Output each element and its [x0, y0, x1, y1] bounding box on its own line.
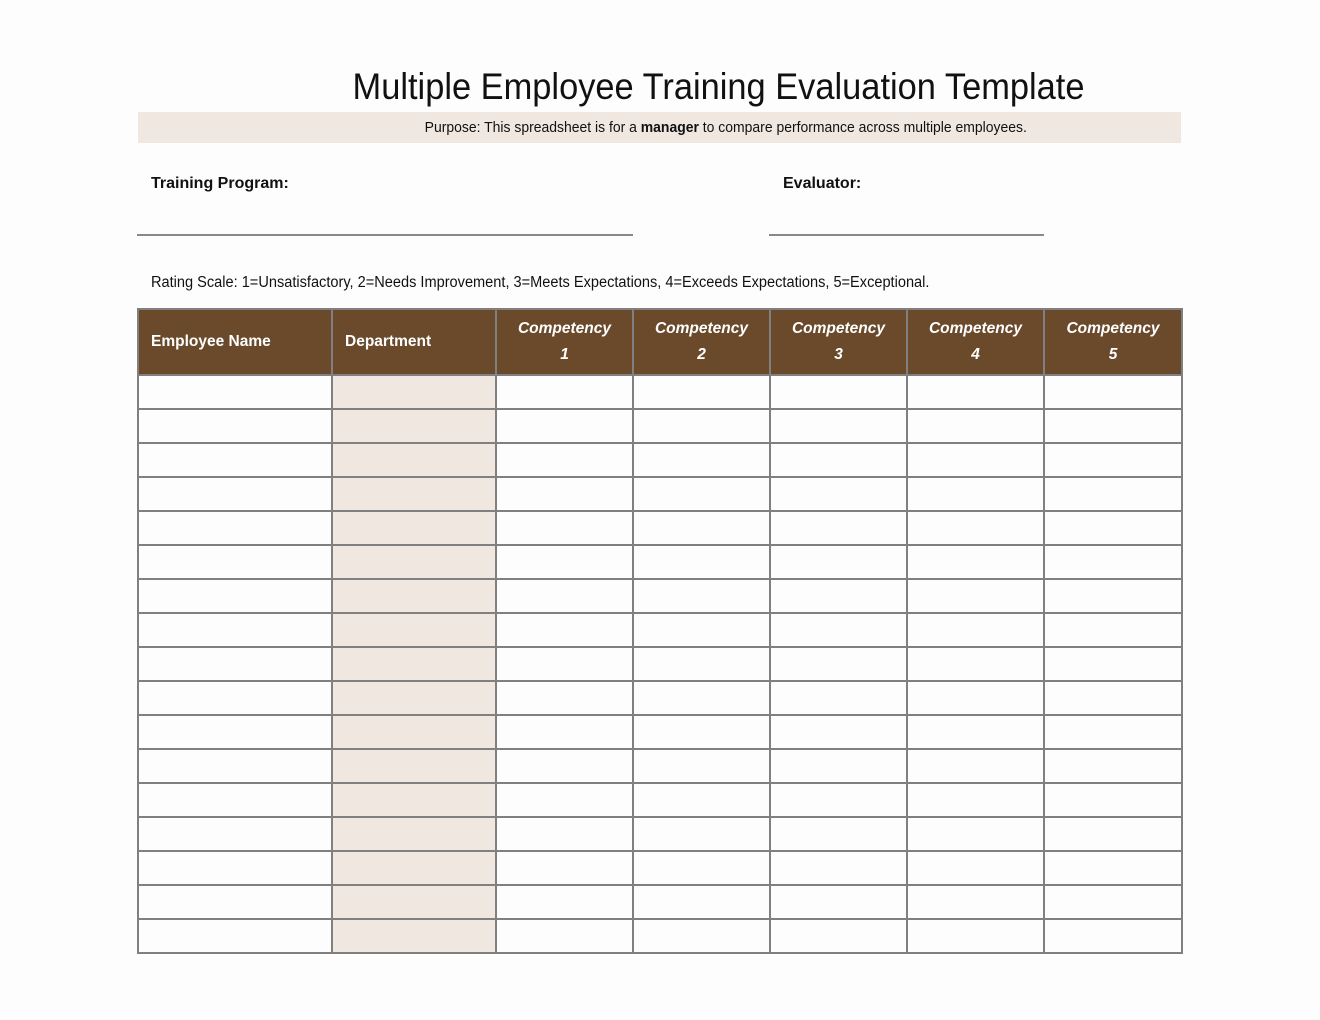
department-cell[interactable] — [332, 477, 496, 511]
competency-4-cell[interactable] — [907, 477, 1044, 511]
competency-1-cell[interactable] — [496, 511, 633, 545]
competency-2-cell[interactable] — [633, 375, 770, 409]
competency-1-cell[interactable] — [496, 409, 633, 443]
competency-5-cell[interactable] — [1044, 749, 1182, 783]
department-cell[interactable] — [332, 511, 496, 545]
competency-3-cell[interactable] — [770, 817, 907, 851]
department-cell[interactable] — [332, 613, 496, 647]
competency-3-cell[interactable] — [770, 477, 907, 511]
competency-1-cell[interactable] — [496, 851, 633, 885]
competency-1-cell[interactable] — [496, 443, 633, 477]
header-department: Department — [332, 309, 496, 375]
table-row — [138, 749, 1182, 783]
competency-1-cell[interactable] — [496, 817, 633, 851]
employee-name-cell[interactable] — [138, 749, 332, 783]
competency-3-cell[interactable] — [770, 681, 907, 715]
employee-name-cell[interactable] — [138, 545, 332, 579]
header-employee-name: Employee Name — [138, 309, 332, 375]
competency-4-cell[interactable] — [907, 681, 1044, 715]
department-cell[interactable] — [332, 681, 496, 715]
competency-4-cell[interactable] — [907, 545, 1044, 579]
competency-3-cell[interactable] — [770, 919, 907, 953]
competency-2-cell[interactable] — [633, 749, 770, 783]
competency-3-cell[interactable] — [770, 443, 907, 477]
competency-3-cell[interactable] — [770, 375, 907, 409]
evaluator-field[interactable] — [769, 234, 1044, 236]
competency-5-cell[interactable] — [1044, 613, 1182, 647]
competency-3-cell[interactable] — [770, 409, 907, 443]
employee-name-cell[interactable] — [138, 851, 332, 885]
table-header-row — [138, 309, 1182, 375]
competency-5-cell[interactable] — [1044, 715, 1182, 749]
employee-name-cell[interactable] — [138, 613, 332, 647]
header-competency-2: Competency 2 — [633, 309, 770, 375]
table-row — [138, 783, 1182, 817]
competency-5-cell[interactable] — [1044, 579, 1182, 613]
competency-4-cell[interactable] — [907, 443, 1044, 477]
competency-1-cell[interactable] — [496, 919, 633, 953]
header-competency-3: Competency 3 — [770, 309, 907, 375]
purpose-suffix: to compare performance across multiple employees. — [699, 119, 1028, 136]
purpose-prefix: Purpose: This spreadsheet is for a — [424, 119, 641, 136]
competency-4-cell[interactable] — [907, 783, 1044, 817]
competency-1-cell[interactable] — [496, 545, 633, 579]
competency-2-cell[interactable] — [633, 613, 770, 647]
competency-5-cell[interactable] — [1044, 409, 1182, 443]
competency-2-cell[interactable] — [633, 579, 770, 613]
department-cell[interactable] — [332, 715, 496, 749]
employee-name-cell[interactable] — [138, 375, 332, 409]
rating-scale-note: Rating Scale: 1=Unsatisfactory, 2=Needs Improvement, 3=Meets Expectations, 4=Exceeds Expectations, 5=Exceptional. — [151, 274, 930, 291]
competency-4-cell[interactable] — [907, 613, 1044, 647]
competency-4-cell[interactable] — [907, 749, 1044, 783]
competency-5-cell[interactable] — [1044, 885, 1182, 919]
competency-2-cell[interactable] — [633, 715, 770, 749]
department-cell[interactable] — [332, 783, 496, 817]
competency-5-cell[interactable] — [1044, 817, 1182, 851]
competency-1-cell[interactable] — [496, 749, 633, 783]
competency-2-cell[interactable] — [633, 885, 770, 919]
competency-4-cell[interactable] — [907, 647, 1044, 681]
competency-5-cell[interactable] — [1044, 375, 1182, 409]
competency-1-cell[interactable] — [496, 885, 633, 919]
competency-4-cell[interactable] — [907, 851, 1044, 885]
competency-4-cell[interactable] — [907, 579, 1044, 613]
table-row — [138, 613, 1182, 647]
page-title: Multiple Employee Training Evaluation Template — [352, 66, 1085, 107]
table-row — [138, 579, 1182, 613]
competency-5-cell[interactable] — [1044, 681, 1182, 715]
employee-name-cell[interactable] — [138, 579, 332, 613]
competency-4-cell[interactable] — [907, 817, 1044, 851]
table-row — [138, 715, 1182, 749]
competency-5-cell[interactable] — [1044, 647, 1182, 681]
competency-2-cell[interactable] — [633, 851, 770, 885]
competency-1-cell[interactable] — [496, 579, 633, 613]
competency-2-cell[interactable] — [633, 477, 770, 511]
department-cell[interactable] — [332, 409, 496, 443]
competency-2-cell[interactable] — [633, 919, 770, 953]
header-competency-4: Competency 4 — [907, 309, 1044, 375]
purpose-banner — [138, 112, 1181, 143]
competency-4-cell[interactable] — [907, 409, 1044, 443]
competency-5-cell[interactable] — [1044, 545, 1182, 579]
competency-5-cell[interactable] — [1044, 851, 1182, 885]
competency-2-cell[interactable] — [633, 817, 770, 851]
competency-2-cell[interactable] — [633, 545, 770, 579]
employee-name-cell[interactable] — [138, 647, 332, 681]
evaluation-table — [137, 308, 1183, 954]
employee-name-cell[interactable] — [138, 409, 332, 443]
training-program-label: Training Program: — [151, 175, 289, 192]
employee-name-cell[interactable] — [138, 919, 332, 953]
competency-3-cell[interactable] — [770, 647, 907, 681]
competency-5-cell[interactable] — [1044, 783, 1182, 817]
header-competency-5: Competency 5 — [1044, 309, 1182, 375]
competency-5-cell[interactable] — [1044, 919, 1182, 953]
competency-5-cell[interactable] — [1044, 477, 1182, 511]
table-row — [138, 919, 1182, 953]
department-cell[interactable] — [332, 443, 496, 477]
employee-name-cell[interactable] — [138, 885, 332, 919]
competency-3-cell[interactable] — [770, 851, 907, 885]
competency-3-cell[interactable] — [770, 511, 907, 545]
employee-name-cell[interactable] — [138, 511, 332, 545]
table-row — [138, 443, 1182, 477]
table-row — [138, 545, 1182, 579]
competency-2-cell[interactable] — [633, 409, 770, 443]
department-cell[interactable] — [332, 647, 496, 681]
employee-name-cell[interactable] — [138, 681, 332, 715]
competency-2-cell[interactable] — [633, 681, 770, 715]
competency-2-cell[interactable] — [633, 647, 770, 681]
department-cell[interactable] — [332, 919, 496, 953]
competency-5-cell[interactable] — [1044, 443, 1182, 477]
competency-1-cell[interactable] — [496, 647, 633, 681]
table-row — [138, 375, 1182, 409]
competency-2-cell[interactable] — [633, 443, 770, 477]
competency-4-cell[interactable] — [907, 885, 1044, 919]
competency-4-cell[interactable] — [907, 511, 1044, 545]
department-cell[interactable] — [332, 579, 496, 613]
competency-1-cell[interactable] — [496, 613, 633, 647]
competency-1-cell[interactable] — [496, 477, 633, 511]
competency-3-cell[interactable] — [770, 613, 907, 647]
header-competency-1: Competency 1 — [496, 309, 633, 375]
competency-5-cell[interactable] — [1044, 511, 1182, 545]
competency-1-cell[interactable] — [496, 375, 633, 409]
department-cell[interactable] — [332, 851, 496, 885]
purpose-bold: manager — [640, 119, 700, 136]
table-row — [138, 477, 1182, 511]
employee-name-cell[interactable] — [138, 477, 332, 511]
table-row — [138, 511, 1182, 545]
department-cell[interactable] — [332, 885, 496, 919]
table-row — [138, 647, 1182, 681]
competency-2-cell[interactable] — [633, 511, 770, 545]
competency-3-cell[interactable] — [770, 715, 907, 749]
table-row — [138, 681, 1182, 715]
table-row — [138, 851, 1182, 885]
evaluator-label: Evaluator: — [783, 175, 862, 192]
training-program-field[interactable] — [137, 234, 633, 236]
competency-2-cell[interactable] — [633, 783, 770, 817]
competency-3-cell[interactable] — [770, 885, 907, 919]
competency-1-cell[interactable] — [496, 681, 633, 715]
competency-4-cell[interactable] — [907, 919, 1044, 953]
table-row — [138, 409, 1182, 443]
employee-name-cell[interactable] — [138, 715, 332, 749]
employee-name-cell[interactable] — [138, 783, 332, 817]
department-cell[interactable] — [332, 375, 496, 409]
employee-name-cell[interactable] — [138, 817, 332, 851]
table-row — [138, 885, 1182, 919]
competency-3-cell[interactable] — [770, 579, 907, 613]
competency-4-cell[interactable] — [907, 715, 1044, 749]
department-cell[interactable] — [332, 817, 496, 851]
department-cell[interactable] — [332, 749, 496, 783]
competency-4-cell[interactable] — [907, 375, 1044, 409]
competency-1-cell[interactable] — [496, 783, 633, 817]
competency-1-cell[interactable] — [496, 715, 633, 749]
table-row — [138, 817, 1182, 851]
competency-3-cell[interactable] — [770, 545, 907, 579]
competency-3-cell[interactable] — [770, 783, 907, 817]
employee-name-cell[interactable] — [138, 443, 332, 477]
department-cell[interactable] — [332, 545, 496, 579]
competency-3-cell[interactable] — [770, 749, 907, 783]
